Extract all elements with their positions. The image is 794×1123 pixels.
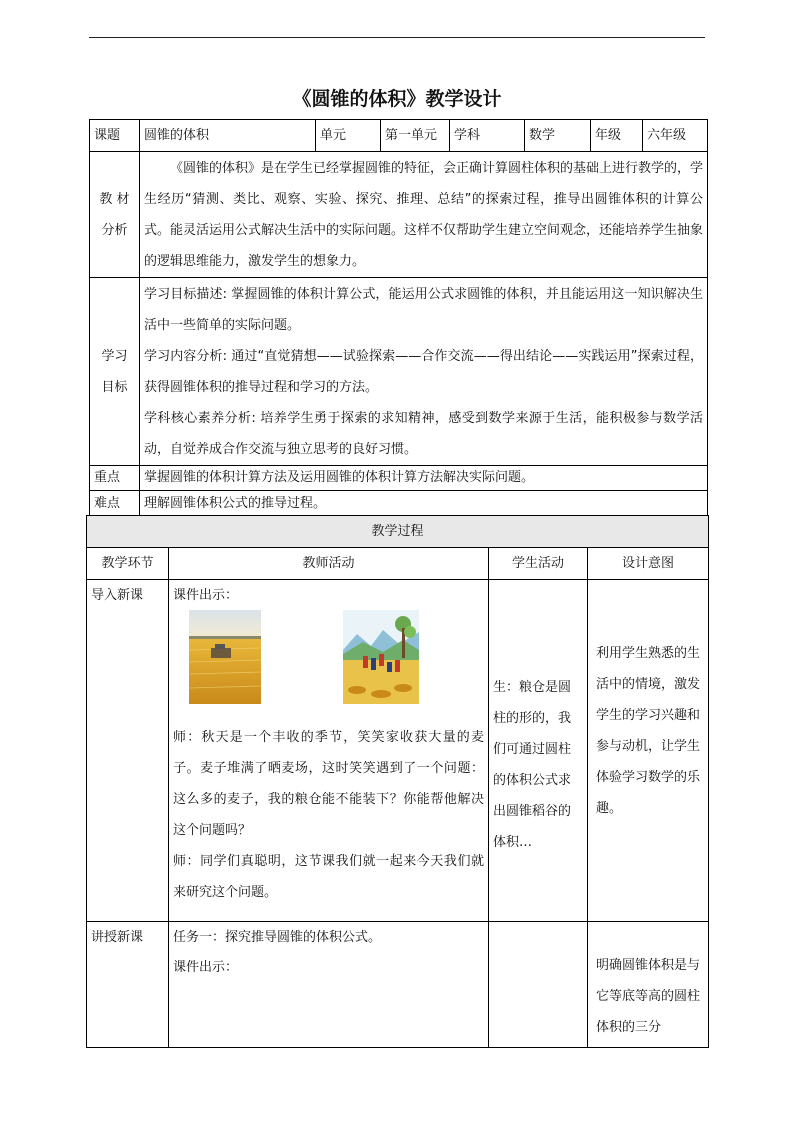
intent-new-text: 明确圆锥体积是与它等底等高的圆柱体积的三分 bbox=[596, 958, 701, 1035]
material-analysis bbox=[140, 152, 708, 278]
wheat-field-image bbox=[189, 610, 261, 704]
courseware-images bbox=[173, 610, 484, 716]
difficulty-label: 难点 bbox=[90, 491, 140, 518]
header-rule bbox=[89, 37, 705, 38]
teacher-intro-text-1: 师：秋天是一个丰收的季节，笑笑家收获大量的麦子。麦子堆满了晒麦场，这时笑笑遇到了一个问题：这么多的麦子，我的粮仓能不能装下？你能帮他解决这个问题吗？ bbox=[173, 730, 484, 838]
goals-literacy-analysis: 学科核心素养分析: 培养学生勇于探索的求知精神，感受到数学来源于生活，能积极参与数学活动，自觉养成合作交流与独立思考的良好习惯。 bbox=[144, 410, 703, 457]
key-point-label: 重点 bbox=[90, 466, 140, 491]
grade-label: 年级 bbox=[591, 120, 643, 152]
process-table bbox=[86, 515, 709, 1048]
design-intent-new bbox=[588, 922, 709, 1048]
goals-label-line1: 学习 bbox=[101, 348, 128, 364]
teacher-activity-intro bbox=[169, 580, 489, 922]
course-value: 圆锥的体积 bbox=[140, 120, 316, 152]
course-label: 课题 bbox=[90, 120, 140, 152]
goals-description: 学习目标描述: 掌握圆锥的体积计算公式，能运用公式求圆锥的体积，并且能运用这一知识解决生活中一些简单的实际问题。 bbox=[144, 286, 703, 333]
stage-intro: 导入新课 bbox=[87, 580, 169, 922]
student-activity-intro bbox=[489, 580, 588, 922]
subject-label: 学科 bbox=[450, 120, 525, 152]
grade-value: 六年级 bbox=[643, 120, 708, 152]
header-stage: 教学环节 bbox=[87, 548, 169, 580]
subject-value: 数学 bbox=[525, 120, 591, 152]
task-one-text: 任务一：探究推导圆锥的体积公式。 bbox=[173, 930, 382, 945]
wheat-field-photo bbox=[189, 610, 261, 704]
courseware-label: 课件出示： bbox=[173, 588, 239, 603]
goals-content-analysis: 学习内容分析: 通过“直觉猜想——试验探索——合作交流——得出结论——实践运用”探索过程，获得圆锥体积的推导过程和学习的方法。 bbox=[144, 348, 703, 395]
stage-new-lesson: 讲授新课 bbox=[87, 922, 169, 1048]
harvest-cartoon-image bbox=[343, 610, 419, 704]
unit-label: 单元 bbox=[316, 120, 381, 152]
teacher-activity-new bbox=[169, 922, 489, 1048]
student-intro-text: 生：粮仓是圆柱的形的，我们可通过圆柱的体积公式求出圆锥稻谷的体积… bbox=[493, 680, 572, 850]
goals-label-line2: 目标 bbox=[101, 379, 128, 395]
process-title: 教学过程 bbox=[87, 516, 709, 548]
material-text: 《圆锥的体积》是在学生已经掌握圆锥的特征，会正确计算圆柱体积的基础上进行教学的，学生经历“猜测、类比、观察、实验、探究、推理、总结”的探索过程，推导出圆锥体积的计算公式。能灵活运用公式解决生活中的实际问题。这样不仅帮助学生建立空间观念，还能培养学生抽象的逻辑思维能力，激发学生的想象力。 bbox=[144, 160, 704, 269]
material-label-line2: 分析 bbox=[101, 222, 128, 238]
learning-goals bbox=[140, 278, 708, 466]
material-label-line1: 教 材 bbox=[99, 191, 130, 207]
courseware-label-2: 课件出示： bbox=[173, 960, 239, 975]
header-student: 学生活动 bbox=[489, 548, 588, 580]
document-title: 《圆锥的体积》教学设计 bbox=[292, 88, 502, 110]
teacher-intro-text-2: 师：同学们真聪明，这节课我们就一起来今天我们就来研究这个问题。 bbox=[173, 854, 484, 900]
difficulty-text: 理解圆锥体积公式的推导过程。 bbox=[140, 491, 708, 518]
harvest-illustration bbox=[343, 610, 419, 704]
header-intent: 设计意图 bbox=[588, 548, 709, 580]
design-intent-intro bbox=[588, 580, 709, 922]
key-point-text: 掌握圆锥的体积计算方法及运用圆锥的体积计算方法解决实际问题。 bbox=[140, 466, 708, 491]
intent-intro-text: 利用学生熟悉的生活中的情境，激发学生的学习兴趣和参与动机，让学生体验学习数学的乐趣。 bbox=[596, 646, 701, 816]
student-activity-new bbox=[489, 922, 588, 1048]
overview-table bbox=[89, 119, 708, 518]
goals-label bbox=[90, 278, 140, 466]
material-label bbox=[90, 152, 140, 278]
header-teacher: 教师活动 bbox=[169, 548, 489, 580]
unit-value: 第一单元 bbox=[381, 120, 450, 152]
